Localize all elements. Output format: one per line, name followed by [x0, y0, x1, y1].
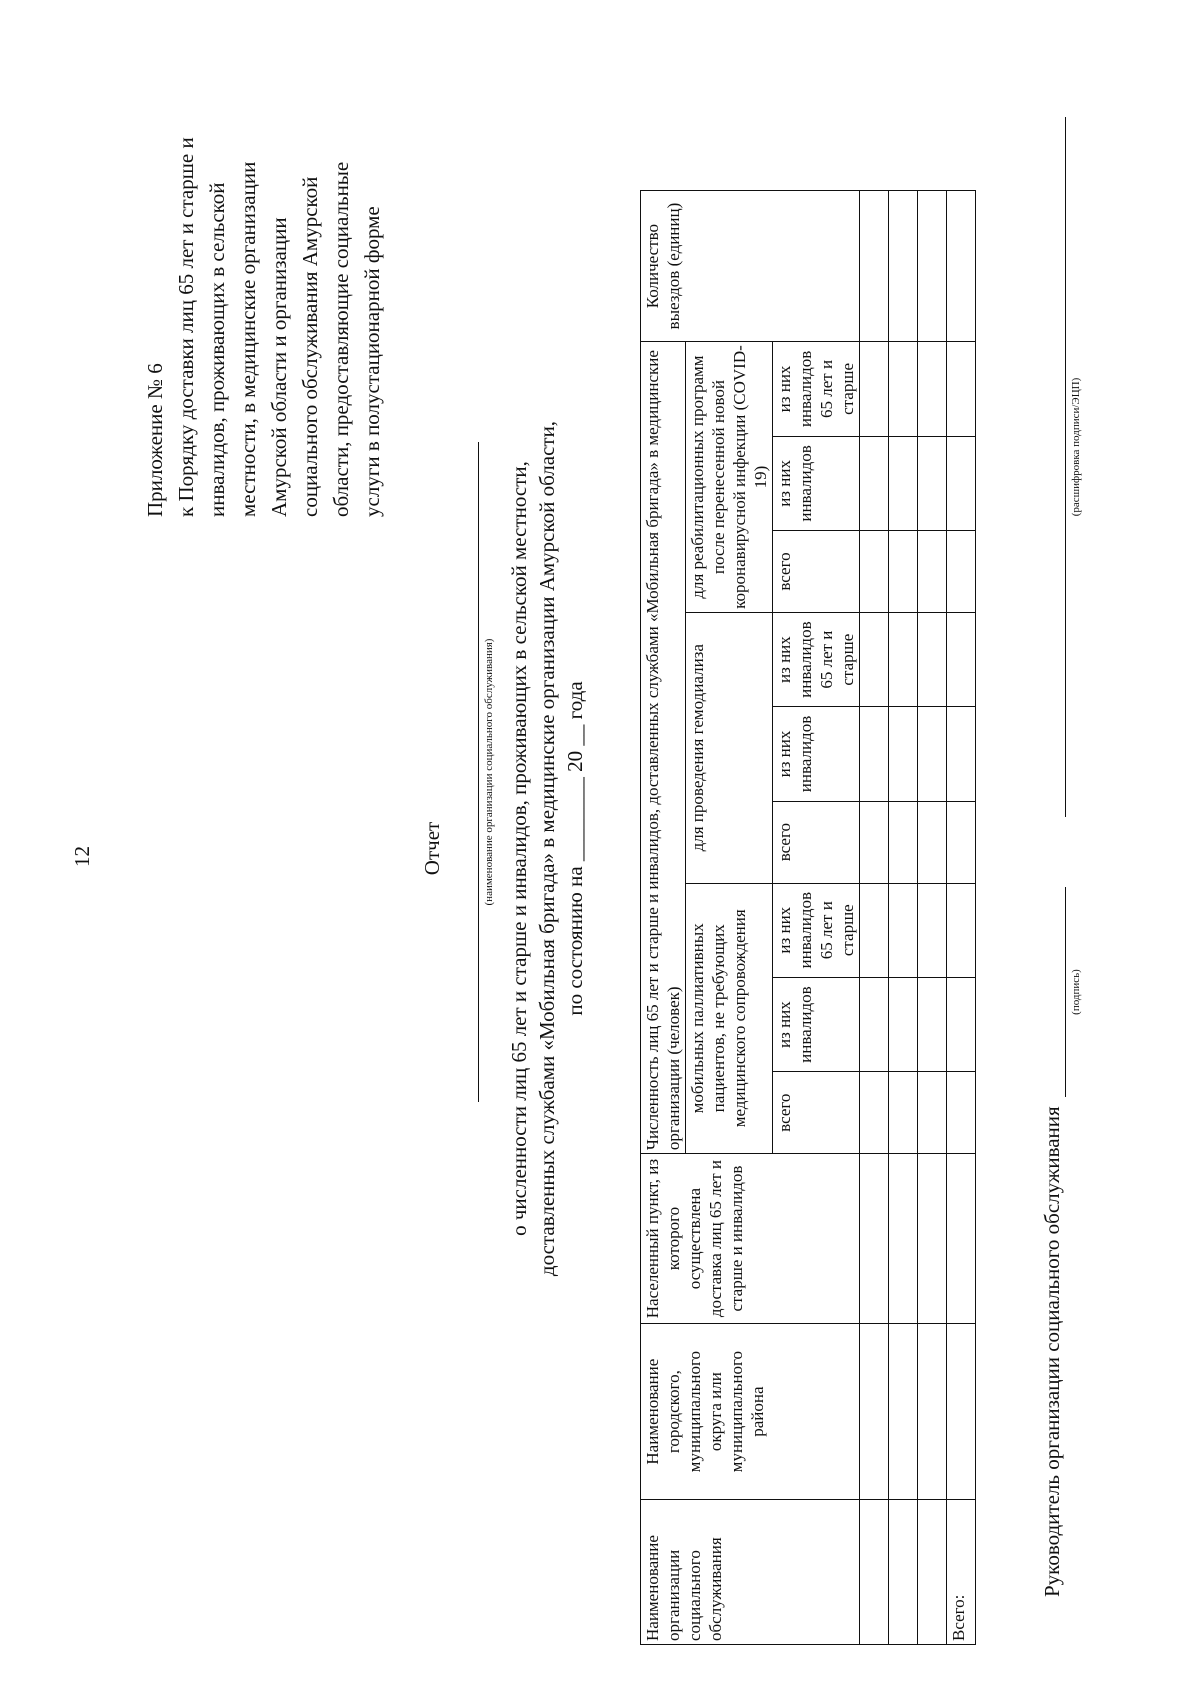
- table-cell: [947, 612, 976, 706]
- table-cell: [889, 801, 918, 883]
- table-cell: [918, 1324, 947, 1500]
- table-cell: [918, 977, 947, 1071]
- subheader-disabled-65: из них инвалидов 65 лет и старше: [773, 612, 860, 706]
- table-cell: [860, 1154, 889, 1324]
- table-cell: [860, 1072, 889, 1154]
- table-header-row: [641, 191, 686, 1645]
- table-cell: [918, 612, 947, 706]
- table-cell: [947, 977, 976, 1071]
- table-cell: [860, 531, 889, 613]
- table-cell: [860, 1500, 889, 1645]
- table-cell: [860, 707, 889, 801]
- table-cell: [889, 436, 918, 530]
- header-hemodialysis: для проведения гемодиализа: [686, 612, 773, 883]
- table-cell: [918, 1154, 947, 1324]
- table-row: [889, 191, 918, 1645]
- signature-caption: (подпись): [1070, 969, 1082, 1015]
- table-cell: [860, 191, 889, 342]
- decoding-line: [1065, 117, 1066, 817]
- subheader-total: всего: [773, 531, 860, 613]
- subheader-disabled: из них инвалидов: [773, 977, 860, 1071]
- table-cell: [947, 1072, 976, 1154]
- table-cell: [860, 612, 889, 706]
- table-cell: [889, 883, 918, 977]
- signature-line: [1065, 887, 1066, 1097]
- total-label: Всего:: [947, 1500, 976, 1645]
- header-trips: Количество выездов (единиц): [641, 191, 860, 342]
- report-title: Отчет: [420, 821, 444, 876]
- table-cell: [947, 707, 976, 801]
- table-cell: [889, 342, 918, 437]
- header-rehab: для реабилитационных программ после перенесенной новой коронавирусной инфекции (COVID-19): [686, 342, 773, 613]
- subtitle-line-2: доставленных службами «Мобильная бригада» в медицинские организации Амурской области,: [535, 420, 559, 1277]
- table-cell: [889, 1324, 918, 1500]
- table-cell: [860, 977, 889, 1071]
- org-name-line: [478, 442, 479, 1102]
- table-cell: [947, 436, 976, 530]
- table-cell: [889, 707, 918, 801]
- table-cell: [889, 977, 918, 1071]
- table-cell: [918, 707, 947, 801]
- appendix-line: Амурской области и организации: [267, 217, 291, 517]
- table-cell: [889, 612, 918, 706]
- appendix-line: услуги в полустационарной форме: [360, 206, 384, 517]
- org-name-caption: (наименование организации социального обслуживания): [483, 638, 495, 906]
- table-cell: [860, 883, 889, 977]
- table-cell: [918, 436, 947, 530]
- table-cell: [889, 1500, 918, 1645]
- header-org: Наименование организации социального обслуживания: [641, 1500, 860, 1645]
- table-cell: [889, 1072, 918, 1154]
- appendix-line: Приложение № 6: [143, 363, 167, 517]
- subtitle-line-3: по состоянию на ________ 20 __ года: [563, 681, 587, 1016]
- table-total-row: [947, 191, 976, 1645]
- table-cell: [889, 191, 918, 342]
- subheader-disabled: из них инвалидов: [773, 707, 860, 801]
- table-cell: [947, 1324, 976, 1500]
- header-municipality: Наименование городского, муниципального округа или муниципального района: [641, 1324, 860, 1500]
- table-row: [860, 191, 889, 1645]
- table-cell: [947, 531, 976, 613]
- header-settlement: Населенный пункт, из которого осуществлена доставка лиц 65 лет и старше и инвалидов: [641, 1154, 860, 1324]
- table-cell: [860, 801, 889, 883]
- header-count-group: Численность лиц 65 лет и старше и инвалидов, доставленных службами «Мобильная бригада» в медицинские организации (человек): [641, 342, 686, 1154]
- table-cell: [918, 342, 947, 437]
- subtitle-line-1: о численности лиц 65 лет и старше и инвалидов, проживающих в сельской местности,: [507, 461, 531, 1236]
- appendix-line: инвалидов, проживающих в сельской: [205, 182, 229, 517]
- signature-label: Руководитель организации социального обслуживания: [1040, 1106, 1064, 1597]
- table-cell: [860, 342, 889, 437]
- table-cell: [947, 801, 976, 883]
- subheader-disabled: из них инвалидов: [773, 436, 860, 530]
- subheader-disabled-65: из них инвалидов 65 лет и старше: [773, 342, 860, 437]
- subheader-total: всего: [773, 801, 860, 883]
- table-cell: [860, 436, 889, 530]
- table-cell: [889, 531, 918, 613]
- table-cell: [918, 531, 947, 613]
- decoding-caption: (расшифровка подписи/ЭЦП): [1070, 377, 1082, 517]
- subheader-total: всего: [773, 1072, 860, 1154]
- table-cell: [918, 801, 947, 883]
- report-table: [640, 190, 976, 1645]
- appendix-line: области, предоставляющие социальные: [329, 161, 353, 517]
- table-cell: [918, 1072, 947, 1154]
- report-subtitle: [505, 0, 589, 1697]
- table-row: [918, 191, 947, 1645]
- table-cell: [947, 883, 976, 977]
- subheader-disabled-65: из них инвалидов 65 лет и старше: [773, 883, 860, 977]
- table-cell: [918, 883, 947, 977]
- appendix-line: к Порядку доставки лиц 65 лет и старше и: [174, 137, 198, 517]
- table-cell: [918, 191, 947, 342]
- appendix-header: [140, 57, 388, 517]
- table-cell: [860, 1324, 889, 1500]
- appendix-line: местности, в медицинские организации: [236, 161, 260, 517]
- table-cell: [947, 191, 976, 342]
- table-cell: [947, 342, 976, 437]
- appendix-line: социального обслуживания Амурской: [298, 176, 322, 517]
- page-number: 12: [70, 846, 94, 867]
- header-palliative: мобильных паллиативных пациентов, не требующих медицинского сопровождения: [686, 883, 773, 1154]
- table-cell: [889, 1154, 918, 1324]
- table-cell: [918, 1500, 947, 1645]
- table-cell: [947, 1154, 976, 1324]
